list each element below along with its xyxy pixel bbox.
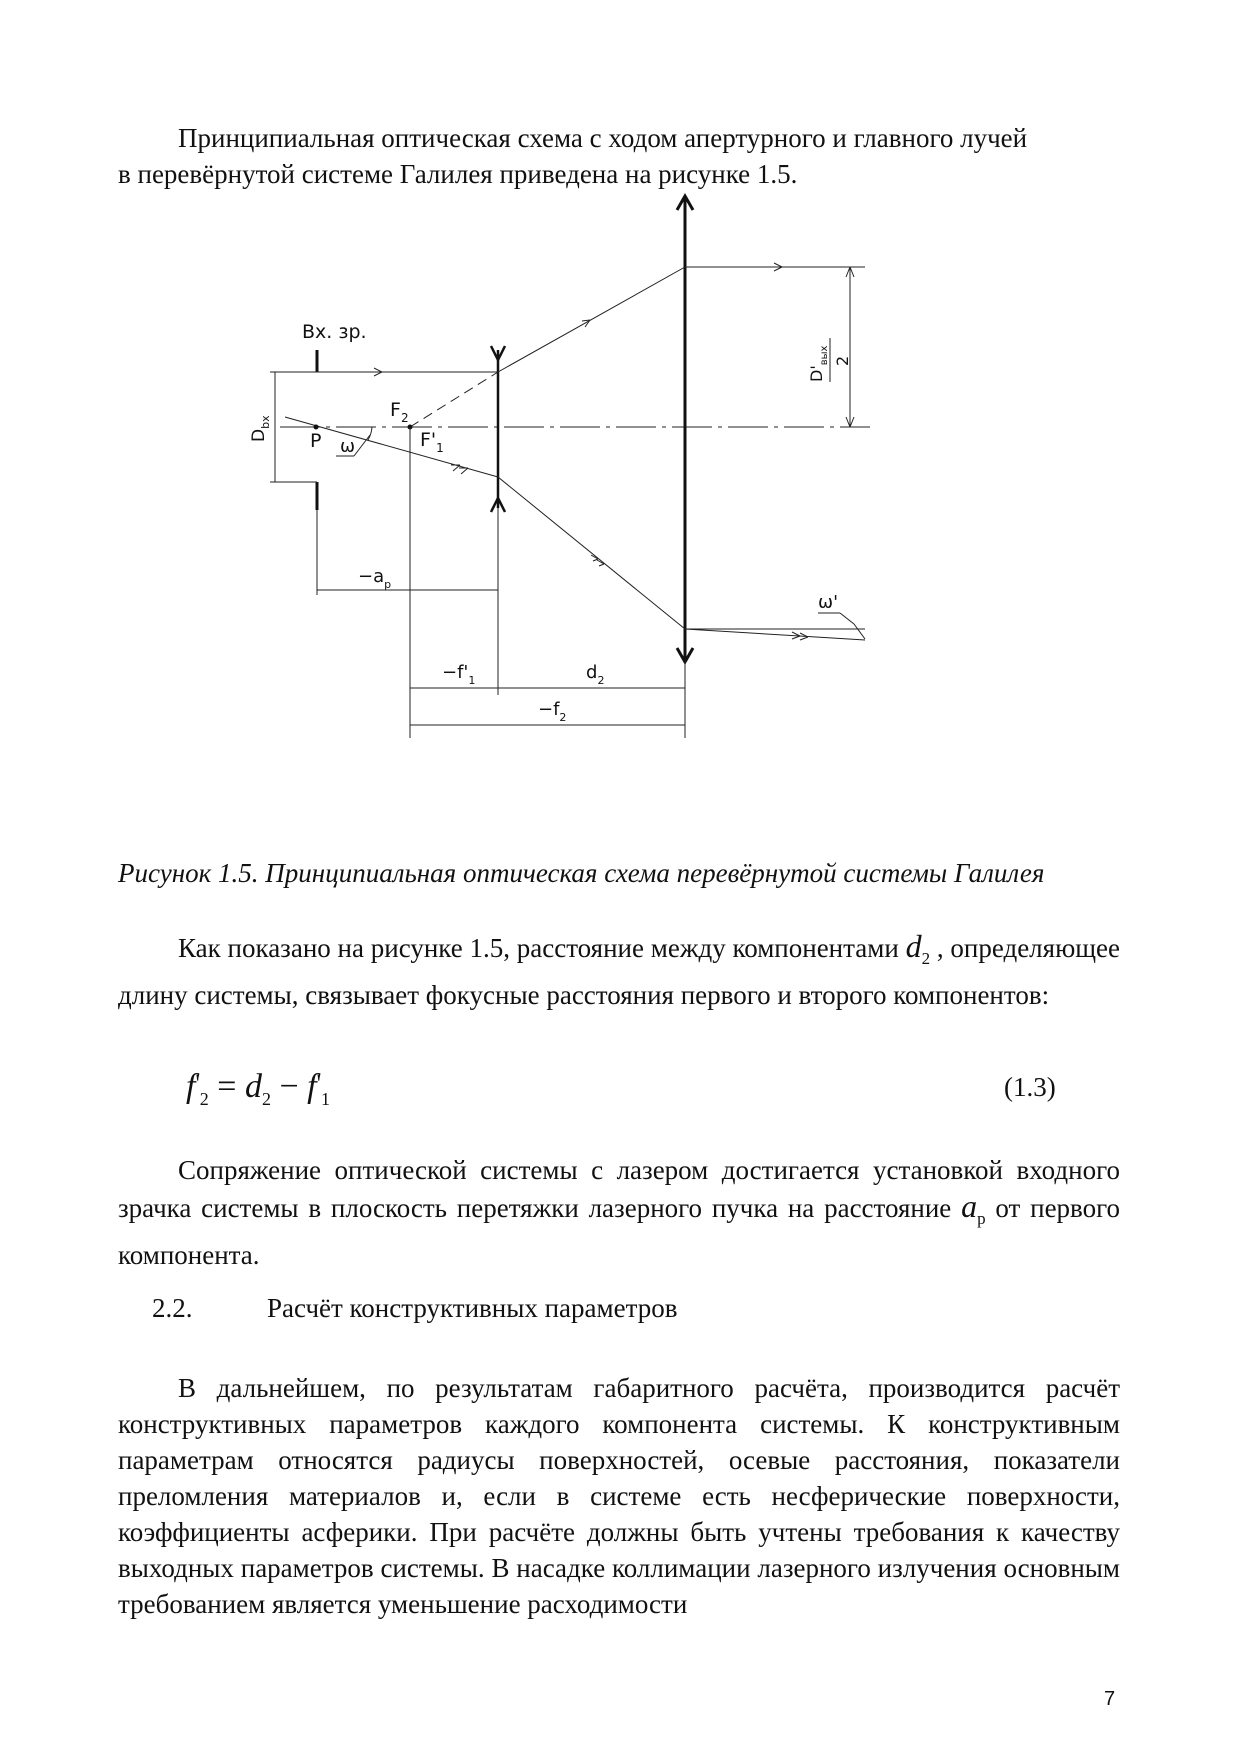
f2-label: $F_2$: [390, 399, 409, 425]
omega-prime-label: ω': [818, 592, 839, 613]
page-number: 7: [1104, 1688, 1116, 1710]
d-out-label: [807, 338, 852, 382]
section-title: Расчёт конструктивных параметров: [267, 1293, 678, 1323]
paragraph-constructive-parameters: В дальнейшем, по результатам габаритного расчёта, производится расчёт конструктивных параметров каждого компонента системы. К конструктивным параметрам относятся радиусы поверхностей, осевые расстояния, показатели преломления материалов и, если в системе есть несферические поверхности, коэффициенты асферики. При расчёте должны быть учтены требования к качеству выходных параметров системы. В насадке коллимации лазерного излучения основным требованием является уменьшение расходимости: [118, 1373, 1120, 1619]
optical-scheme-figure: [249, 210, 990, 830]
point-p: [314, 425, 319, 430]
intro-paragraph: Принципиальная оптическая схема с ходом апертурного и главного лучей в перевёрнутой системе Галилея приведена на рисунке 1.5.: [118, 123, 1028, 189]
section-heading: [152, 1290, 678, 1326]
first-lens-negative: [491, 346, 505, 512]
formula-1-3: $f'_2 = d_2 - f'_1$: [186, 1068, 330, 1109]
point-p-label: P: [310, 430, 322, 452]
svg-text:2: 2: [833, 355, 852, 366]
paragraph-components: Как показано на рисунке 1.5, расстояние между компонентами $d_2$ , определяющее длину системы, связывает фокусные расстояния первого и второго компонентов:: [118, 928, 1121, 1010]
paragraph-laser-coupling: Сопряжение оптической системы с лазером достигается установкой входного зрачка системы в плоскость перетяжки лазерного пучка на расстояние $a_p$ от первого компонента.: [118, 1155, 1121, 1270]
f1-prime-dim-label: $-f'_1$: [442, 662, 476, 687]
entrance-pupil-label: Вх. зр.: [302, 321, 367, 343]
chief-ray: [285, 417, 865, 640]
d-in-label: $D_{bx}$: [249, 415, 272, 442]
angle-omega-prime: [818, 613, 865, 639]
figure-caption: Рисунок 1.5. Принципиальная оптическая схема перевёрнутой системы Галилея: [118, 858, 1045, 888]
d-out-dimension: [846, 267, 854, 427]
equation-number: (1.3): [1004, 1072, 1056, 1102]
f1-prime-label: $F'_1$: [420, 429, 444, 455]
omega-label: ω: [340, 436, 356, 457]
svg-text:D'вых: $D'_{вых}$: [807, 345, 830, 382]
aperture-ray: [285, 263, 865, 427]
f2-dim-label: $-f_2$: [538, 699, 567, 724]
section-number: 2.2.: [152, 1293, 193, 1323]
d2-label: $d_2$: [586, 662, 605, 687]
second-lens-positive: [677, 196, 693, 662]
ap-label: $-a_p$: [358, 566, 392, 591]
